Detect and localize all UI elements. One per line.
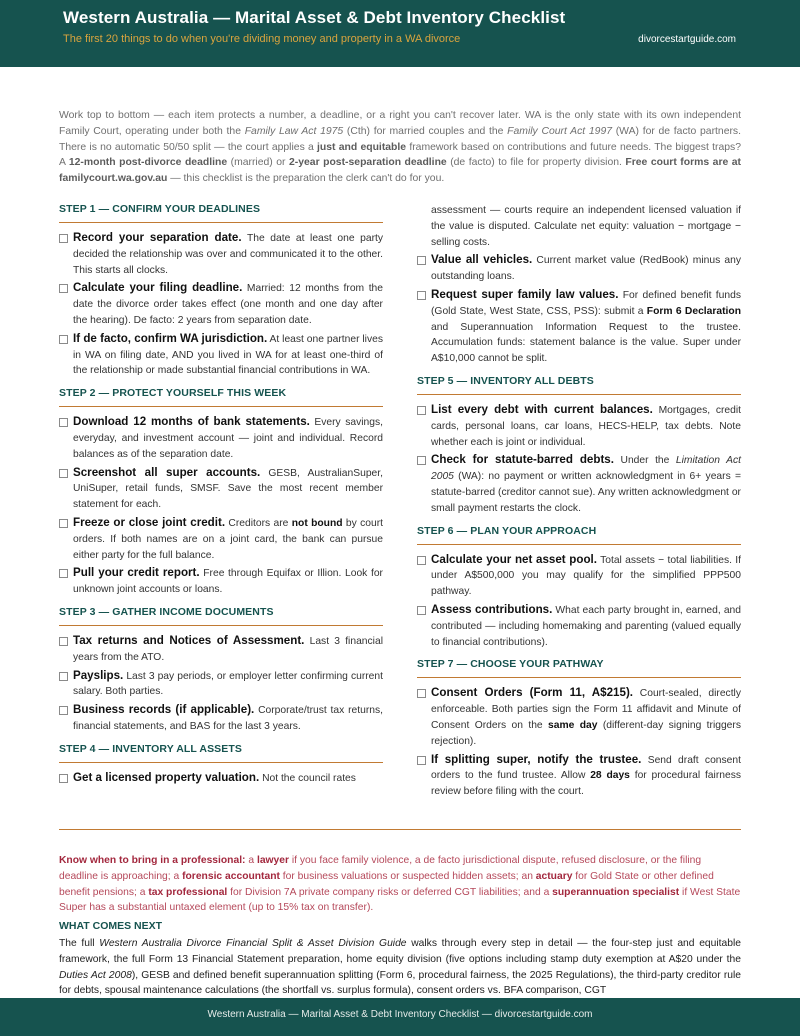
item-text: Mortgages, credit cards, personal loans, car loans, HECS-HELP, tax debts. Note whether each is joint or individual.	[431, 404, 741, 448]
guide-title: Western Australia Divorce Financial Split & Asset Division Guide	[99, 938, 407, 949]
professional-note	[59, 853, 741, 916]
next-text: The full	[59, 938, 100, 949]
checkbox[interactable]	[59, 637, 68, 646]
intro-text: (Cth) for married couples and the	[343, 125, 508, 137]
checklist-item	[417, 402, 741, 450]
item-title: Pull your credit report.	[73, 566, 200, 580]
item-text: Married: 12 months from the date the divorce order takes effect (one month and one day after the hearing). De facto: 2 years from separation date.	[73, 283, 384, 326]
section-divider	[59, 762, 383, 763]
note-text: if West State Super has a substantial untaxed element (up to 15% tax on transfer).	[59, 886, 741, 914]
step-3-heading: STEP 3 — GATHER INCOME DOCUMENTS	[59, 605, 274, 618]
checkbox[interactable]	[59, 519, 68, 528]
item-title: If splitting super, notify the trustee.	[431, 752, 642, 766]
checkbox[interactable]	[59, 418, 68, 427]
checkbox[interactable]	[59, 774, 68, 783]
intro-emphasis: just and equitable	[317, 141, 407, 153]
checkbox[interactable]	[59, 284, 68, 293]
item-text: Under the	[613, 455, 676, 467]
step-6-heading: STEP 6 — PLAN YOUR APPROACH	[417, 524, 597, 537]
checkbox[interactable]	[417, 456, 426, 465]
checklist-item	[59, 280, 383, 328]
item-text: Current market value (RedBook) minus any outstanding loans.	[431, 255, 742, 283]
section-divider	[417, 544, 741, 545]
checklist-item	[59, 414, 383, 462]
intro-text: (de facto) to file for property division.	[446, 157, 626, 169]
checklist-item	[417, 752, 741, 800]
section-divider	[59, 222, 383, 223]
step-1-heading: STEP 1 — CONFIRM YOUR DEADLINES	[59, 203, 261, 215]
intro-emphasis: 12-month post-divorce deadline	[68, 157, 228, 169]
item-title: Tax returns and Notices of Assessment.	[73, 633, 305, 647]
intro-text: framework based on contributions and future needs. The biggest traps? A	[59, 141, 741, 169]
intro-text: Work top to bottom — each item protects a number, a deadline, or a right you can't recover later. WA is the only state with its own independent Family Court, operating under both the	[59, 110, 741, 137]
item-text: Free through Equifax or Illion. Look for unknown joint accounts or loans.	[73, 568, 383, 596]
item-text: Send draft consent orders to the fund trustee. Allow	[431, 754, 741, 782]
section-divider	[417, 394, 741, 395]
page-subtitle: The first 20 things to do when you're dividing money and property in a WA divorce	[63, 33, 461, 45]
item-emphasis: 28 days	[590, 770, 630, 782]
header-banner	[0, 0, 800, 67]
item-text: What each party brought in, earned, and contributed — including homemaking and parenting (valued equally to financial contributions).	[431, 604, 741, 648]
next-text: walks through every step in detail — the four-step just and equitable framework, the full Form 13 Financial Statement preparation, home equity division (five options including stamp duty exemption at A$20 under the	[59, 938, 741, 965]
section-divider	[59, 829, 741, 830]
item-title: Assess contributions.	[431, 602, 553, 616]
checklist-item	[59, 565, 383, 598]
item-text: At least one partner lives in WA on filing date, AND you lived in WA for at least one-third of the relationship or made substantial financial contributions in WA.	[73, 333, 383, 377]
checkbox[interactable]	[417, 556, 426, 565]
item-title: If de facto, confirm WA jurisdiction.	[73, 331, 268, 345]
step-5-heading: STEP 5 — INVENTORY ALL DEBTS	[417, 374, 594, 387]
section-divider	[417, 677, 741, 678]
intro-text: (WA) for de facto partners. There is no automatic 50/50 split — the court applies a	[59, 125, 742, 153]
what-comes-next-heading: WHAT COMES NEXT	[59, 920, 163, 932]
intro-paragraph	[59, 108, 741, 187]
note-emphasis: superannuation specialist	[552, 886, 680, 898]
item-title: Record your separation date.	[73, 231, 242, 244]
item-text: Last 3 financial years from the ATO.	[73, 635, 383, 663]
item-text: (different-day signing triggers rejection).	[431, 719, 741, 747]
checklist-item	[59, 770, 383, 787]
checkbox[interactable]	[59, 234, 68, 243]
checkbox[interactable]	[417, 606, 426, 615]
checklist-item	[59, 633, 383, 666]
intro-emphasis: Free court forms are at familycourt.wa.gov.au	[59, 157, 741, 185]
item-title: Calculate your net asset pool.	[431, 552, 597, 566]
item-text: The date at least one party decided the relationship was over and communicated it to the other. This starts all clocks.	[73, 233, 384, 276]
section-divider	[59, 406, 383, 407]
checkbox[interactable]	[59, 672, 68, 681]
footer-text: Western Australia — Marital Asset & Debt Inventory Checklist — divorcestartguide.com	[207, 1009, 593, 1020]
note-text: for business valuations or suspected hidden assets; an	[279, 870, 536, 882]
item-text: Last 3 pay periods, or employer letter confirming current salary. Both parties.	[73, 670, 383, 698]
checkbox[interactable]	[59, 469, 68, 478]
item-text: for procedural fairness review before filing with the court.	[431, 770, 741, 798]
item-title: Value all vehicles.	[431, 253, 533, 267]
checklist-item	[417, 287, 741, 367]
item-text: Court-sealed, directly enforceable. Both parties sign the Form 11 affidavit and Minute of Consent Orders on the	[431, 688, 741, 731]
item-title: Download 12 months of bank statements.	[73, 415, 310, 429]
note-text: if you face family violence, a de facto jurisdictional dispute, refused disclosure, or the filing deadline is approaching; a	[59, 855, 702, 882]
item-text: (WA): no payment or written acknowledgment in 6+ years = statute-barred (creditor cannot sue). Any written acknowledgment or small payment restarts the clock.	[431, 471, 741, 514]
next-act: Duties Act 2008	[59, 969, 132, 981]
checklist-item	[59, 702, 383, 735]
note-emphasis: actuary	[535, 870, 573, 882]
what-comes-next-text	[59, 936, 741, 996]
footer-bar	[0, 998, 800, 1036]
right-column	[417, 203, 741, 802]
intro-act: Family Law Act 1975	[244, 125, 344, 137]
step-7-heading: STEP 7 — CHOOSE YOUR PATHWAY	[417, 658, 604, 671]
item-title: Request super family law values.	[431, 287, 619, 301]
item-text: Total assets − total liabilities. If under A$500,000 you may qualify for the simplified PPP500 pathway.	[431, 554, 741, 598]
checklist-item	[417, 452, 741, 516]
item-title: Freeze or close joint credit.	[73, 515, 226, 529]
item-title: List every debt with current balances.	[431, 402, 653, 416]
checklist-item	[59, 465, 383, 513]
item-text: Creditors are	[225, 517, 292, 529]
item-text: by court orders. If both names are on a joint card, the bank can pursue either party for the full balance.	[73, 517, 383, 561]
section-divider	[59, 625, 383, 626]
note-emphasis: lawyer	[256, 855, 290, 866]
item-title: Calculate your filing deadline.	[73, 281, 243, 295]
intro-emphasis: 2-year post-separation deadline	[289, 157, 447, 169]
left-column	[59, 203, 383, 789]
checklist-item	[59, 331, 383, 379]
checklist-item	[59, 668, 383, 701]
checkbox[interactable]	[417, 256, 426, 265]
note-emphasis: forensic accountant	[182, 870, 280, 882]
item-text: GESB, AustralianSuper, UniSuper, retail funds, SMSF. Save the most recent member statement for each.	[73, 467, 384, 511]
item-title: Business records (if applicable).	[73, 703, 255, 717]
checkbox[interactable]	[417, 291, 426, 300]
checkbox[interactable]	[59, 569, 68, 578]
note-lead: Know when to bring in a professional:	[59, 855, 246, 866]
item-emphasis: not bound	[291, 517, 343, 529]
intro-text: (married) or	[227, 157, 289, 169]
item-title: Screenshot all super accounts.	[73, 465, 261, 479]
step-2-heading: STEP 2 — PROTECT YOURSELF THIS WEEK	[59, 387, 287, 400]
item-title: Consent Orders (Form 11, A$215).	[431, 686, 634, 700]
item-text: For defined benefit funds (Gold State, West State, CSS, PSS): submit a	[431, 289, 741, 317]
item-continuation: assessment — courts require an independent licensed valuation if the value is disputed. Calculate net equity: valuation − mortgage − selling costs.	[431, 205, 741, 248]
note-text: for Gold State or other defined benefit pensions; a	[59, 870, 714, 898]
item-text: Not the council rates	[259, 772, 356, 784]
intro-act: Family Court Act 1997	[507, 125, 613, 137]
page-title: Western Australia — Marital Asset & Debt Inventory Checklist	[63, 8, 566, 27]
site-link[interactable]: divorcestartguide.com	[638, 34, 736, 45]
checkbox[interactable]	[417, 689, 426, 698]
next-text: ), GESB and defined benefit superannuation splitting (Form 6, procedural fairness, the 2025 Regulations), the third-party creditor rule for debts, spousal maintenance calculations (the shortfall vs. surplus formula), consent orders vs. BFA comparison, CGT	[59, 969, 741, 996]
item-title: Check for statute-barred debts.	[431, 453, 614, 467]
checklist-item	[417, 252, 741, 285]
checkbox[interactable]	[59, 335, 68, 344]
item-title: Get a licensed property valuation.	[73, 770, 260, 784]
checklist-item	[417, 685, 741, 749]
step-4-heading: STEP 4 — INVENTORY ALL ASSETS	[59, 742, 242, 755]
item-emphasis: Form 6 Declaration	[646, 305, 741, 317]
item-text: Corporate/trust tax returns, financial statements, and BAS for the last 3 years.	[73, 705, 383, 732]
checkbox[interactable]	[417, 756, 426, 765]
checklist-item	[59, 515, 383, 563]
item-text: and Superannuation Information Request to the trustee. Accumulation funds: statement balance is the value. Super under A$10,000 cannot be split.	[431, 321, 741, 365]
note-text: a	[245, 855, 257, 866]
item-act: Limitation Act 2005	[431, 455, 741, 483]
note-text: for Division 7A private company risks or deferred CGT liabilities; and a	[227, 886, 553, 898]
checklist-item	[417, 552, 741, 600]
item-emphasis: same day	[548, 719, 598, 731]
checkbox[interactable]	[417, 406, 426, 415]
note-emphasis: tax professional	[148, 886, 228, 898]
checklist-item	[59, 230, 383, 278]
checklist-item	[417, 602, 741, 650]
checkbox[interactable]	[59, 706, 68, 715]
item-text: Every savings, everyday, and investment account — joint and individual. Record balances as of the separation date.	[73, 417, 383, 460]
item-title: Payslips.	[73, 668, 124, 682]
intro-text: — this checklist is the preparation the clerk can't do for you.	[167, 173, 445, 185]
